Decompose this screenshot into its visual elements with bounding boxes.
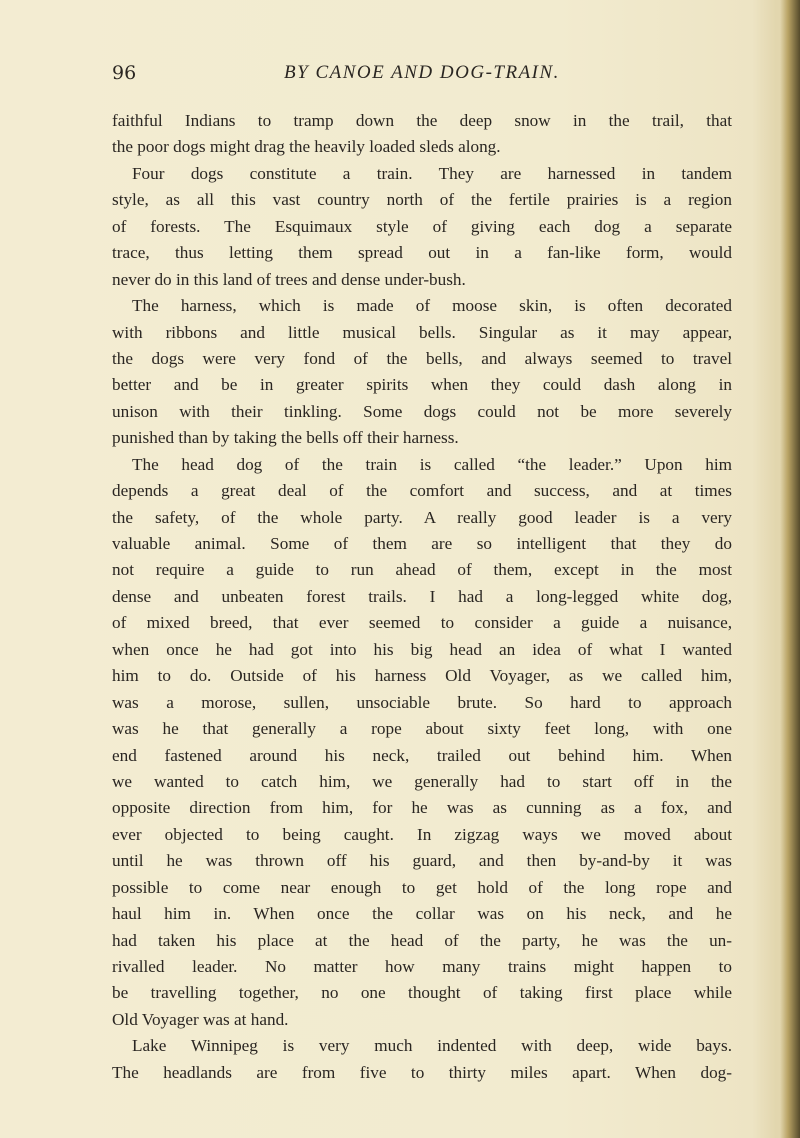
text-line: when once he had got into his big head an idea of what I wanted [112, 639, 732, 659]
text-line: not require a guide to run ahead of them, except in the most [112, 560, 732, 580]
text-line: dense and unbeaten forest trails. I had a long-legged white dog, [112, 586, 732, 606]
text-line: the safety, of the whole party. A really good leader is a very [112, 507, 732, 527]
text-line: punished than by taking the bells off their harness. [112, 428, 459, 448]
text-line: was he that generally a rope about sixty feet long, with one [112, 719, 732, 739]
text-line: Four dogs constitute a train. They are harnessed in tandem [132, 163, 732, 183]
text-line: opposite direction from him, for he was as cunning as a fox, and [112, 798, 732, 818]
text-line: the poor dogs might drag the heavily loaded sleds along. [112, 137, 501, 157]
text-line: was a morose, sullen, unsociable brute. So hard to approach [112, 692, 732, 712]
text-line: Old Voyager was at hand. [112, 1009, 289, 1029]
text-line: we wanted to catch him, we generally had to start off in the [112, 771, 732, 791]
page-number: 96 [112, 62, 137, 84]
text-line: depends a great deal of the comfort and success, and at times [112, 481, 732, 501]
text-line: better and be in greater spirits when they could dash along in [112, 375, 732, 395]
book-title: BY CANOE AND DOG-TRAIN. [284, 62, 560, 83]
text-line: The harness, which is made of moose skin, is often decorated [132, 296, 732, 316]
running-head [112, 62, 732, 92]
text-line: trace, thus letting them spread out in a fan-like form, would [112, 243, 732, 263]
text-line: unison with their tinkling. Some dogs could not be more severely [112, 401, 732, 421]
text-line: Lake Winnipeg is very much indented with deep, wide bays. [132, 1036, 732, 1056]
text-line: had taken his place at the head of the party, he was the un- [112, 930, 732, 950]
text-line: possible to come near enough to get hold of the long rope and [112, 877, 732, 897]
text-line: valuable animal. Some of them are so intelligent that they do [112, 534, 732, 553]
text-line: him to do. Outside of his harness Old Voyager, as we called him, [112, 666, 732, 686]
text-line: never do in this land of trees and dense under-bush. [112, 269, 466, 289]
text-line: be travelling together, no one thought of taking first place while [112, 983, 732, 1003]
text-line: rivalled leader. No matter how many trains might happen to [112, 957, 732, 976]
text-line: until he was thrown off his guard, and then by-and-by it was [112, 851, 732, 871]
text-line: with ribbons and little musical bells. Singular as it may appear, [112, 322, 732, 342]
text-line: of forests. The Esquimaux style of giving each dog a separate [112, 216, 732, 236]
text-line: ever objected to being caught. In zigzag ways we moved about [112, 824, 732, 844]
text-line: haul him in. When once the collar was on his neck, and he [112, 904, 732, 924]
text-line: The head dog of the train is called “the leader.” Upon him [132, 454, 732, 474]
page-edge-shadow [780, 0, 800, 1138]
text-line: faithful Indians to tramp down the deep snow in the trail, that [112, 111, 732, 130]
text-line: the dogs were very fond of the bells, and always seemed to travel [112, 348, 732, 368]
text-line: end fastened around his neck, trailed out behind him. When [112, 745, 732, 765]
text-line: The headlands are from five to thirty miles apart. When dog- [112, 1062, 732, 1082]
text-line: of mixed breed, that ever seemed to consider a guide a nuisance, [112, 613, 732, 633]
text-line: style, as all this vast country north of the fertile prairies is a region [112, 190, 732, 210]
body-text [112, 108, 732, 1086]
